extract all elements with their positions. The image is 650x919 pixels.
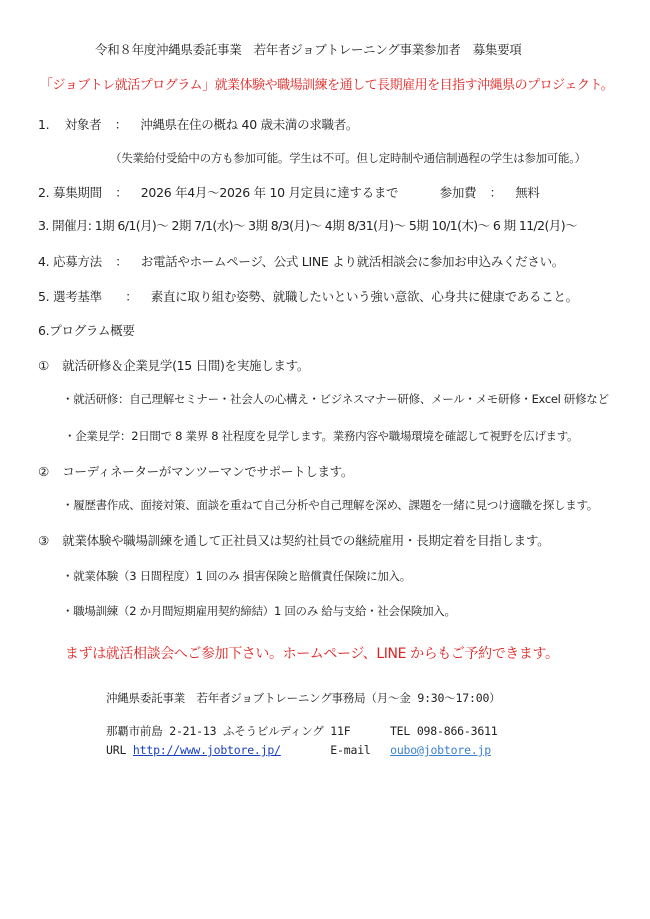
- section-criteria: [38, 287, 578, 305]
- overview-detail: ・企業見学：2日間で 8 業界 8 社程度を見学します。業務内容や職場環境を確認して視野を広げます。: [64, 429, 579, 443]
- overview-detail: ・就活研修：自己理解セミナー・社会人の心構え・ビジネスマナー研修、メール・メモ研修・Excel 研修など: [62, 392, 609, 406]
- circled-number-3: ③: [38, 533, 49, 548]
- overview-item-text: コーディネーターがマンツーマンでサポートします。: [62, 464, 354, 479]
- email-link[interactable]: oubo@jobtore.jp: [390, 743, 491, 757]
- document-title: 令和８年度沖縄県委託事業 若年者ジョブトレーニング事業参加者 募集要項: [95, 42, 522, 57]
- section-period: [38, 183, 540, 201]
- overview-item-1: [38, 356, 309, 374]
- section-label: 応募方法: [53, 254, 102, 269]
- section-number: 5.: [38, 289, 50, 304]
- email-label: E-mail: [330, 743, 371, 757]
- section-number: 2.: [38, 185, 50, 200]
- section-apply: [38, 252, 564, 270]
- contact-address-row: [106, 723, 498, 739]
- website-link[interactable]: http://www.jobtore.jp/: [132, 743, 281, 757]
- circled-number-1: ①: [38, 358, 49, 373]
- section-number: 4.: [38, 254, 50, 269]
- section-value: 1期 6/1(月)～ 2期 7/1(水)～ 3期 8/3(月)～ 4期 8/31(月)～ 5期 10/1(木)～ 6 期 11/2(月)～: [94, 218, 577, 233]
- section-number: 3.: [38, 218, 49, 233]
- fee-label: 参加費: [439, 185, 477, 200]
- section-value: お電話やホームページ、公式 LINE より就活相談会に参加お申込みください。: [140, 254, 564, 269]
- separator: ：: [114, 117, 127, 132]
- address: 那覇市前島 2-21-13 ふそうビルディング 11F: [106, 724, 351, 738]
- overview-item-text: 就活研修＆企業見学(15 日間)を実施します。: [62, 358, 310, 373]
- overview-detail: ・履歴書作成、面接対策、面談を重ねて自己分析や自己理解を深め、課題を一緒に見つけ適職を探します。: [62, 498, 598, 512]
- section-value: 2026 年4月～2026 年 10 月定員に達するまで: [140, 185, 399, 200]
- overview-item-text: 就業体験や職場訓練を通して正社員又は契約社員での継続雇用・長期定着を目指します。: [62, 533, 550, 548]
- section-label: 募集期間: [53, 185, 102, 200]
- section-value: 沖縄県在住の概ね 40 歳未満の求職者。: [140, 117, 359, 132]
- section-label: 選考基準: [53, 289, 102, 304]
- separator: ：: [115, 185, 128, 200]
- phone: TEL 098-866-3611: [389, 724, 498, 738]
- overview-detail: ・就業体験（3 日間程度）1 回のみ 損害保険と賠償責任保険に加入。: [62, 569, 411, 583]
- circled-number-2: ②: [38, 464, 49, 479]
- fee-value: 無料: [515, 185, 540, 200]
- overview-detail: ・職場訓練（2 か月間短期雇用契約締結）1 回のみ 給与支給・社会保険加入。: [62, 604, 456, 618]
- separator: ：: [115, 254, 128, 269]
- section-label: 対象者: [64, 117, 102, 132]
- section-label: 開催月:: [52, 218, 92, 233]
- target-note: （失業給付受給中の方も参加可能。学生は不可。但し定時制や通信制過程の学生は参加可能。）: [110, 151, 586, 165]
- section-number: 1.: [38, 117, 50, 132]
- section-schedule: [38, 216, 577, 234]
- contact-web-row: [106, 743, 491, 757]
- overview-item-3: [38, 531, 549, 549]
- separator: ：: [125, 289, 138, 304]
- section-value: 素直に取り組む姿勢、就職したいという強い意欲、心身共に健康であること。: [150, 289, 578, 304]
- call-to-action: まずは就活相談会へご参加下さい。ホームページ、LINE からもご予約できます。: [65, 646, 559, 662]
- office-name: 沖縄県委託事業 若年者ジョブトレーニング事務局（月～金 9:30～17:00）: [106, 691, 501, 705]
- program-headline: 「ジョブトレ就活プログラム」就業体験や職場訓練を通して長期雇用を目指す沖縄県のプロジェクト。: [40, 78, 614, 93]
- overview-heading: 6.プログラム概要: [38, 323, 135, 338]
- overview-item-2: [38, 462, 353, 480]
- section-target: [38, 115, 358, 133]
- separator: ：: [489, 185, 502, 200]
- url-label: URL: [106, 743, 127, 757]
